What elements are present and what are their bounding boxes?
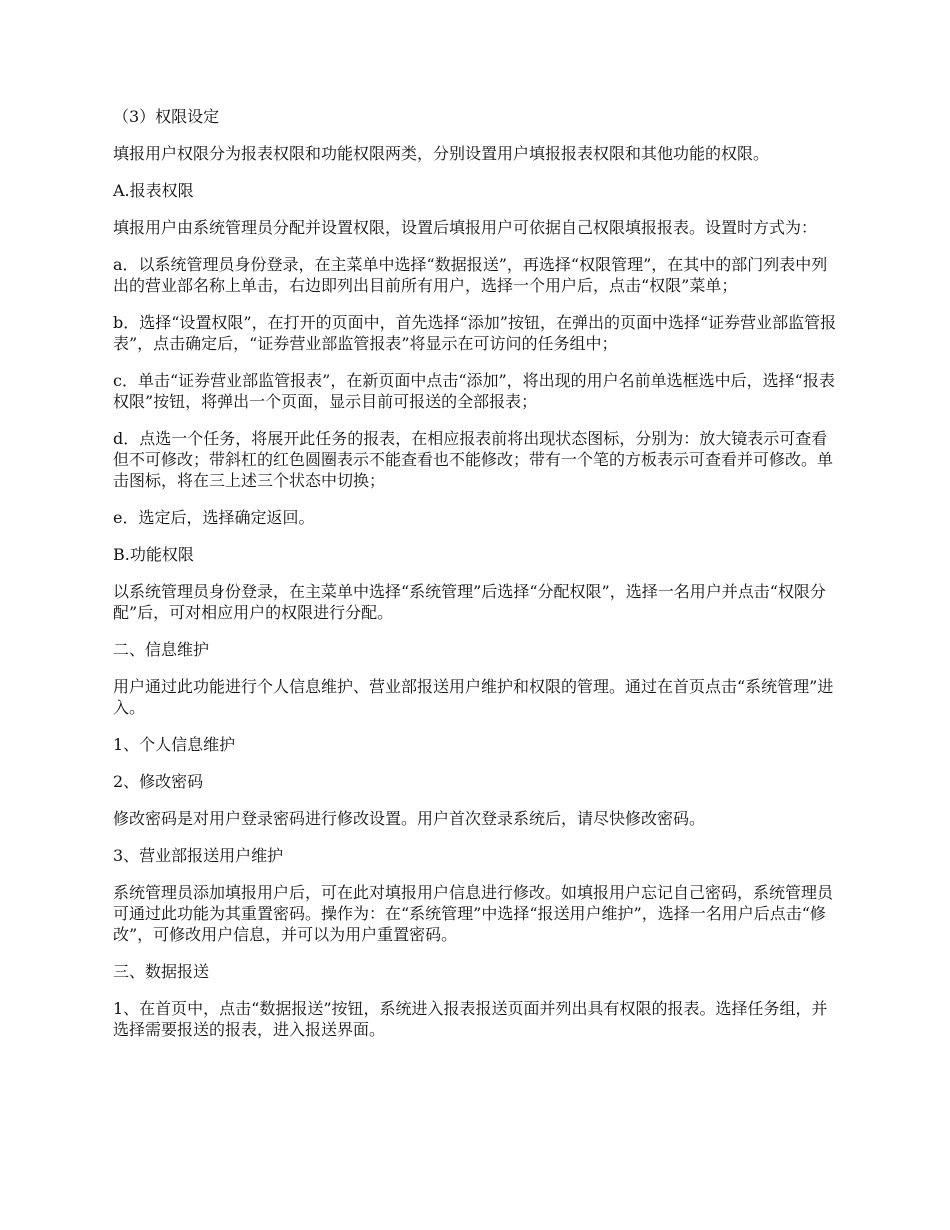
- paragraph-function-permissions: 以系统管理员身份登录，在主菜单中选择“系统管理”后选择“分配权限”，选择一名用户并点击“权限分配”后，可对相应用户的权限进行分配。: [113, 582, 826, 622]
- step-d: d．点选一个任务，将展开此任务的报表，在相应报表前将出现状态图标，分别为：放大镜表示可查看但不可修改；带斜杠的红色圆圈表示不能查看也不能修改；带有一个笔的方板表示可查看并可修改。单击图标，将在三上述三个状态中切换；: [113, 429, 834, 490]
- item-branch-user-maintenance: 3、营业部报送用户维护: [113, 846, 284, 865]
- step-e: e．选定后，选择确定返回。: [113, 508, 315, 527]
- section-heading-permission-settings: （3）权限设定: [113, 107, 220, 126]
- document-page: [113, 106, 841, 1056]
- subheading-report-permissions: A.报表权限: [113, 181, 194, 200]
- step-c: c．单击“证券营业部监管报表”，在新页面中点击“添加”，将出现的用户名前单选框选中后，选择“报表权限”按钮，将弹出一个页面，显示目前可报送的全部报表；: [113, 371, 835, 411]
- subheading-function-permissions: B.功能权限: [113, 545, 194, 564]
- paragraph-permission-types: 填报用户权限分为报表权限和功能权限两类，分别设置用户填报报表权限和其他功能的权限。: [113, 144, 770, 163]
- paragraph-change-password: 修改密码是对用户登录密码进行修改设置。用户首次登录系统后，请尽快修改密码。: [113, 809, 706, 828]
- paragraph-report-permission-intro: 填报用户由系统管理员分配并设置权限，设置后填报用户可依据自己权限填报报表。设置时方式为：: [113, 218, 818, 237]
- paragraph-data-submission-step1: 1、在首页中，点击“数据报送”按钮，系统进入报表报送页面并列出具有权限的报表。选择任务组，并选择需要报送的报表，进入报送界面。: [113, 999, 828, 1039]
- step-b: b．选择“设置权限”，在打开的页面中，首先选择“添加”按钮，在弹出的页面中选择“证券营业部监管报表”，点击确定后，“证券营业部监管报表”将显示在可访问的任务组中；: [113, 313, 837, 353]
- section-heading-info-maintenance: 二、信息维护: [113, 640, 210, 659]
- step-a: a．以系统管理员身份登录，在主菜单中选择“数据报送”，再选择“权限管理”，在其中的部门列表中列出的营业部名称上单击，右边即列出目前所有用户，选择一个用户后，点击“权限”菜单；: [113, 255, 828, 295]
- item-personal-info: 1、个人信息维护: [113, 735, 236, 754]
- item-change-password: 2、修改密码: [113, 772, 204, 791]
- paragraph-info-maintenance: 用户通过此功能进行个人信息维护、营业部报送用户维护和权限的管理。通过在首页点击“系统管理”进入。: [113, 677, 834, 717]
- section-heading-data-submission: 三、数据报送: [113, 962, 210, 981]
- paragraph-branch-user-maintenance: 系统管理员添加填报用户后，可在此对填报用户信息进行修改。如填报用户忘记自己密码，系统管理员可通过此功能为其重置密码。操作为：在“系统管理”中选择“报送用户维护”，选择一名用户后点击“修改”，可修改用户信息，并可以为用户重置密码。: [113, 883, 834, 944]
